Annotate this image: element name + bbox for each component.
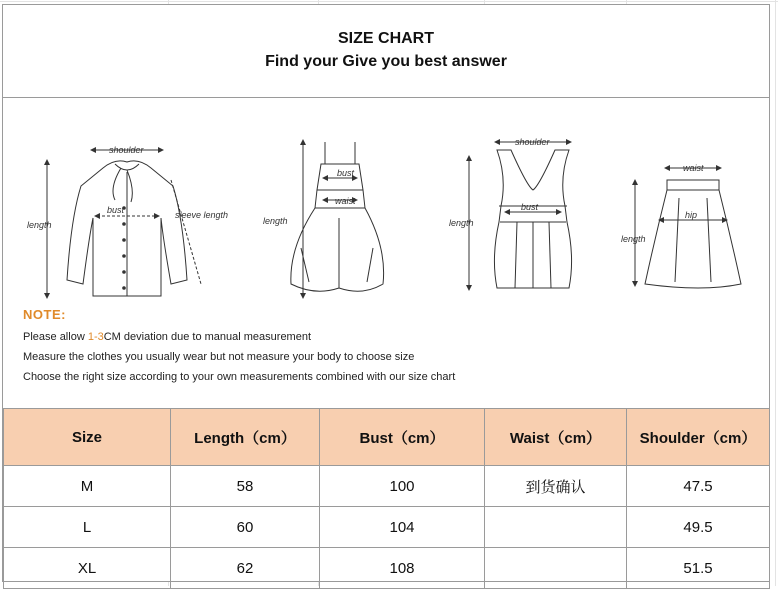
- header-waist: Waist（cm）: [485, 409, 627, 466]
- dress-illustration: [291, 142, 384, 296]
- gridline: [0, 1, 778, 2]
- cell-size: L: [4, 507, 171, 548]
- cell-shoulder: 49.5: [627, 507, 770, 548]
- header-length: Length（cm）: [171, 409, 320, 466]
- cell-bust: 104: [320, 507, 485, 548]
- skirt-length-label: length: [621, 234, 646, 244]
- top-shoulder-label: shoulder: [515, 137, 550, 147]
- skirt-illustration: [635, 168, 741, 288]
- shirt-length-label: length: [27, 220, 52, 230]
- dress-waist-label: waist: [335, 196, 356, 206]
- cell-bust: 108: [320, 548, 485, 589]
- size-chart-sheet: [2, 4, 770, 582]
- top-length-label: length: [449, 218, 474, 228]
- header-bust: Bust（cm）: [320, 409, 485, 466]
- note-line-2: Measure the clothes you usually wear but not measure your body to choose size: [23, 351, 415, 363]
- cell-waist: [485, 507, 627, 548]
- note-block: [23, 307, 455, 391]
- header-shoulder: Shoulder（cm）: [627, 409, 770, 466]
- cell-size: XL: [4, 548, 171, 589]
- measurement-diagram: [3, 98, 769, 406]
- top-bust-label: bust: [521, 202, 539, 212]
- shirt-illustration: [47, 150, 201, 296]
- cell-length: 60: [171, 507, 320, 548]
- dress-length-label: length: [263, 216, 288, 226]
- cell-size: M: [4, 466, 171, 507]
- chart-header: [3, 5, 769, 98]
- shirt-sleeve-label: sleeve length: [175, 210, 229, 220]
- note-line-1-post: CM deviation due to manual measurement: [103, 331, 312, 343]
- table-row: [4, 548, 770, 589]
- cell-waist: [485, 548, 627, 589]
- table-row: [4, 466, 770, 507]
- shirt-shoulder-label: shoulder: [109, 145, 144, 155]
- cell-length: 62: [171, 548, 320, 589]
- size-table: [3, 408, 770, 589]
- note-line-3: Choose the right size according to your own measurements combined with our size chart: [23, 371, 456, 383]
- table-header-row: [4, 409, 770, 466]
- table-row: [4, 507, 770, 548]
- note-deviation-value: 1-3: [87, 331, 104, 343]
- cell-shoulder: 47.5: [627, 466, 770, 507]
- dress-bust-label: bust: [337, 168, 355, 178]
- cell-shoulder: 51.5: [627, 548, 770, 589]
- shirt-bust-label: bust: [107, 205, 125, 215]
- note-line-1-pre: Please allow: [23, 331, 88, 343]
- cell-waist: 到货确认: [485, 466, 627, 507]
- cell-length: 58: [171, 466, 320, 507]
- skirt-hip-label: hip: [685, 210, 698, 220]
- top-illustration: [469, 142, 572, 288]
- chart-subtitle: Find your Give you best answer: [265, 53, 507, 70]
- header-size: Size: [4, 409, 171, 466]
- note-title: NOTE:: [23, 307, 66, 322]
- cell-bust: 100: [320, 466, 485, 507]
- gridline: [775, 0, 776, 586]
- note-line-1: [23, 331, 455, 344]
- chart-title: SIZE CHART: [338, 30, 434, 47]
- skirt-waist-label: waist: [683, 163, 704, 173]
